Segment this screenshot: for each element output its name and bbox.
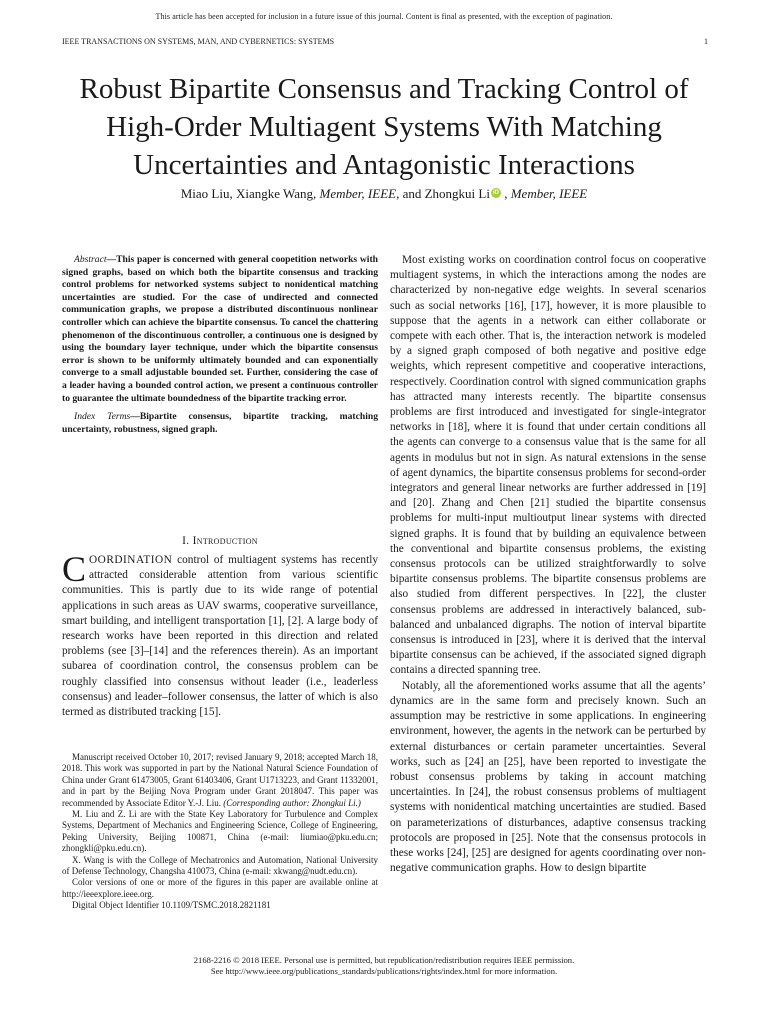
corresponding-author: (Corresponding author: Zhongkui Li.) [223,797,361,808]
copyright-footer [0,955,768,977]
section-title: Introduction [192,535,258,547]
journal-name: IEEE TRANSACTIONS ON SYSTEMS, MAN, AND CYBERNETICS: SYSTEMS [62,37,335,46]
author-list [40,186,728,202]
drop-cap: C [62,549,87,589]
abstract-text: —This paper is concerned with general coopetition networks with signed graphs, based on which both the bipartite consensus and tracking control problems for networked systems subject to nonidentical matching uncertainties are studied. For the case of undirected and connected communication graphs, we propose a distributed discontinuous nonlinear controller which can achieve the bipartite consensus. To cancel the chattering phenomenon of the discontinuous controller, a continuous one is designed by using the boundary layer technique, under which the bipartite consensus error is shown to be uniformly ultimately bounded and can exponentially converge to a small adjustable bounded set. Further, considering the case of a leader having a bounded control action, we present a continuous controller to guarantee the ultimate boundedness of the bipartite tracking error. [62,254,378,404]
rights-link-line: See http://www.ieee.org/publications_standards/publications/rights/index.html for more information. [210,966,558,976]
section-number: I. [182,535,193,547]
author-names-2: , and Zhongkui Li [396,186,490,201]
footnote-doi: Digital Object Identifier 10.1109/TSMC.2018.2821181 [72,900,271,911]
intro-first-word: OORDINATION [89,554,173,566]
body-paragraph-1: Most existing works on coordination control focus on cooperative multiagent systems, in which the interactions among the nodes are characterized by non-negative edge weights. In several scenarios such as social networks [16], [17], however, it is more plausible to suppose that the agents in a network can either collaborate or compete with each other. That is, the interaction network is modeled by a signed graph composed of both negative and positive edge weights, which represent competitive and cooperative interactions, respectively. Coordination control with signed communication graphs has attracted many interests recently. The bipartite consensus problems are first introduced and investigated for single-integrator networks in [18], where it is found that under certain conditions all the agents can converge to a consensus value that is the same for all agents in modulus but not in sign. As natural extensions in the sense of agent dynamics, the bipartite consensus problems for second-order integrators and general linear networks are further addressed in [19] and [20]. Zhang and Chen [21] studied the bipartite consensus problems for multi-input multioutput linear systems with directed signed graphs. It is found that by building an equivalence between the conventional and bipartite consensus problems, the existing consensus protocols can be utilized straightforwardly to solve bipartite consensus problems. The bipartite consensus problems are also studied from different perspectives. In [22], the cluster consensus problems are addressed in interactively balanced, sub-balanced and unbalanced digraphs. The notion of interval bipartite consensus is introduced in [23], where it is derived that the interval bipartite consensus can be achieved, if the associated signed digraph contains a directed spanning tree. [390,254,706,677]
abstract-label: Abstract [74,254,107,265]
footnote-manuscript [62,752,378,809]
index-terms-text: —Bipartite consensus, bipartite tracking, matching uncertainty, robustness, signed graph. [62,411,378,435]
body-paragraph-2: Notably, all the aforementioned works assume that all the agents’ dynamics are in the same form and precisely known. Such an assumption may be restrictive in some applications. In engineering environment, however, the agents in the network can be perturbed by external disturbances or certain parameter uncertainties. Several works, such as [24] an [25], have been reported to investigate the robust consensus problems by taking in account matching uncertainties. In [24], the robust consensus problems of multiagent systems with nonidentical matching uncertainties are studied. Based on parameterizations of disturbances, adaptive consensus tracking protocols are proposed in [25]. Note that the consensus protocols in these works [24], [25] are designed for agents coordinating over non-negative communication graphs. How to design bipartite [390,679,706,875]
footnote-affiliation-2: X. Wang is with the College of Mechatronics and Automation, National University of Defense Technology, Changsha 410073, China (e-mail: xkwang@nudt.edu.cn). [62,854,378,877]
copyright-line: 2168-2216 © 2018 IEEE. Personal use is permitted, but republication/redistribution requires IEEE permission. [193,955,575,965]
intro-text: control of multiagent systems has recently attracted considerable attention from various scientific communities. This is partly due to its wide range of potential applications in such areas as UAV swarms, cooperative surveillance, smart building, and intelligent transportation [1], [2]. A large body of research works have been reported in this direction and related problems (see [3]–[14] and the references therein). As an important subarea of coordination control, the consensus problem can be roughly classified into consensus without leader (i.e., leaderless consensus) and leader–follower consensus, the latter of which is also termed as distributed tracking [15]. [62,554,378,719]
title-line-3: Uncertainties and Antagonistic Interactions [133,149,635,181]
section-heading [62,535,378,547]
right-column [390,253,706,876]
footnotes [62,752,378,912]
orcid-icon[interactable]: iD [492,190,499,196]
intro-section [62,535,378,720]
page-number: 1 [704,37,708,46]
title-line-2: High-Order Multiagent Systems With Matching [106,111,662,143]
footnote-color: Color versions of one or more of the figures in this paper are available online at http://ieeexplore.ieee.org. [62,877,378,899]
member-designation-1: Member, IEEE [319,186,397,201]
member-designation-2: Member, IEEE [510,186,588,201]
abstract [62,254,378,405]
index-terms-label: Index Terms [74,411,131,423]
intro-paragraph [62,549,378,720]
title-line-1: Robust Bipartite Consensus and Tracking Control of [79,73,689,105]
index-terms [62,411,378,436]
paper-title [40,70,728,184]
author-separator: , [500,186,511,201]
running-header [62,37,708,46]
publication-notice: This article has been accepted for inclusion in a future issue of this journal. Content is final as presented, with the exception of pagination. [155,12,613,21]
footnote-affiliation-1: M. Liu and Z. Li are with the State Key Laboratory for Turbulence and Complex Systems, Department of Mechanics and Engineering Science, College of Engineering, Peking University, Beijing 100871, China (e-mail: liumiao@pku.edu.cn; zhongkli@pku.edu.cn). [62,809,378,854]
author-names-1: Miao Liu, Xiangke Wang, [180,186,320,201]
footnote-manuscript-text: Manuscript received October 10, 2017; revised January 9, 2018; accepted March 18, 2018. This work was supported in part by the National Natural Science Foundation of China under Grant 61473005, Grant 61403406, Grant U1713223, and Grant 11332001, and in part by the Beijing Nova Program under Grant 2018047. This paper was recommended by Associate Editor Y.-J. Liu. [62,752,378,808]
left-column [62,254,378,436]
